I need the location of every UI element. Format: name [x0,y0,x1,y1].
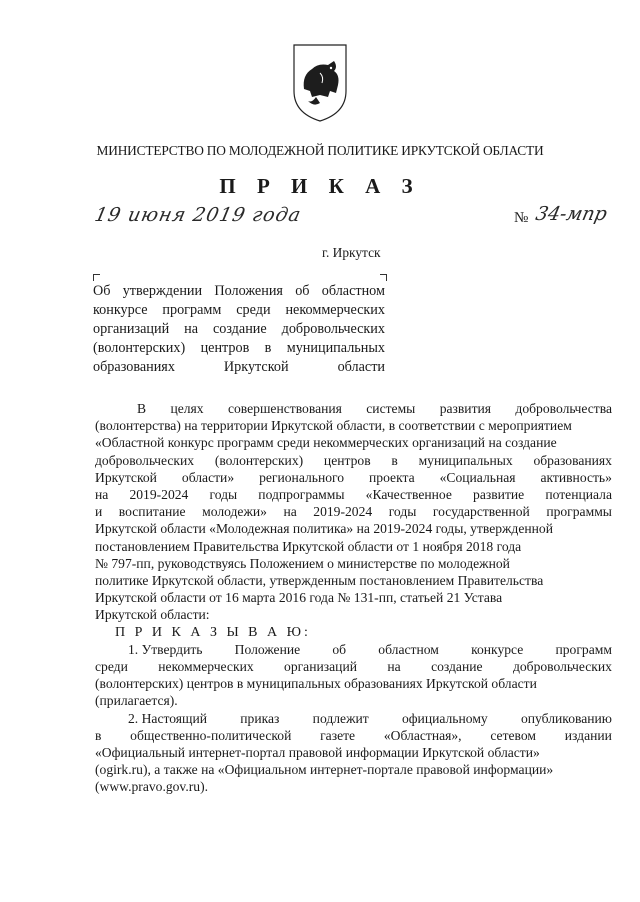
word: проекта [369,469,415,485]
word: образованиях [533,452,612,468]
word: «Социальная [439,469,516,485]
word: развития [439,401,492,416]
word: создание [431,659,483,675]
word: постановлением Правительства Иркутской области от 1 ноября 2018 года [95,538,522,554]
word: программы [546,504,612,520]
word: и [95,504,103,520]
word: «Областная», [383,727,462,743]
text-line [95,434,612,451]
word: областном [378,641,439,657]
word: системы [366,401,416,416]
word: издании [564,727,612,743]
word: организаций [93,321,170,337]
word: Иркутской области от 16 марта 2016 года № 131-пп, статьей 21 Устава [95,590,503,606]
word: центров [323,452,371,468]
word: В [137,401,147,416]
word: создание [212,321,267,337]
text-line [95,727,612,744]
text-line [95,572,612,589]
text-line [95,761,612,778]
word: 2019-2024 [313,504,373,520]
word: некоммерческих [285,302,385,318]
text-line [95,710,612,727]
subject-corner-mark [380,274,387,281]
word: (волонтерских) [93,340,186,356]
word: муниципальных [418,452,513,468]
word: программ [162,302,222,318]
city: г. Иркутск [322,245,381,260]
order-body [95,400,612,796]
text-line [95,417,612,434]
word: утверждении [122,283,203,299]
word: целях [170,401,204,416]
subject-corner-mark [93,274,100,281]
word: совершенствования [227,401,342,416]
subject-line [93,301,385,320]
number-sign: № [514,210,529,226]
word: «Качественное [365,487,452,503]
word: в [264,340,272,356]
text-line [95,778,612,795]
word: молодежи» [202,504,267,520]
word: «Официальный интернет-портал правовой информации Иркутской области» [95,745,540,761]
word: № 797-пп, руководствуясь Положением о министерстве по молодежной [95,555,510,571]
ministry-name: МИНИСТЕРСТВО ПО МОЛОДЕЖНОЙ ПОЛИТИКЕ ИРКУТСКОЙ ОБЛАСТИ [96,143,544,158]
word: образованиях [93,359,175,375]
text-line [95,641,612,658]
text-line [95,503,612,520]
word: газете [320,727,356,743]
order-item-1 [95,641,612,710]
order-word: П Р И К А З Ы В А Ю: [115,624,311,640]
word: опубликованию [520,710,612,726]
word: областном [321,283,385,299]
document-type: П Р И К А З [219,174,421,198]
word: (волонтерских) [214,452,304,468]
order-item-2 [95,710,612,796]
word: подпрограммы [258,487,345,503]
word: регионального [259,469,345,485]
word: области» [181,469,235,485]
word: подлежит [312,710,369,726]
text-line [95,469,612,486]
subject-line [93,320,385,339]
word: 2019-2024 [129,487,189,503]
word: среди [95,659,128,675]
word: Иркутской области «Молодежная политика» на 2019-2024 годы, утвержденной [95,521,553,537]
word: (www.pravo.gov.ru). [95,779,208,795]
word: (волонтерства) на территории Иркутской области, в соответствии с мероприятием [95,418,572,434]
word: об [332,641,347,657]
word: общественно-политической [130,727,292,743]
word: Иркутской [95,469,157,485]
word: в [95,727,102,743]
subject-line [93,282,385,301]
word: на [283,504,297,520]
word: программ [555,641,612,657]
word: добровольческих [512,659,612,675]
word: Положение [234,641,301,657]
word: (ogirk.ru), а также на «Официальном интернет-портале правовой информации» [95,762,554,778]
text-line [95,675,612,692]
text-line [95,452,612,469]
text-line [95,520,612,537]
word: 1. Утвердить [128,641,203,657]
handwritten-number: 34-мпр [533,203,610,225]
text-line [95,589,612,606]
word: приказ [240,710,280,726]
word: конкурсе [93,302,148,318]
word: Положения [214,283,283,299]
word: добровольчества [515,401,612,416]
word: об [295,283,310,299]
text-line [95,692,612,709]
text-line [95,486,612,503]
subject-line [93,358,385,377]
word: потенциала [545,487,612,503]
word: Иркутской [223,359,289,375]
word: Иркутской области: [95,607,210,623]
handwritten-date: 19 июня 2019 года [92,204,304,226]
word: на [95,487,109,503]
word: развитие [473,487,525,503]
order-subject [93,282,385,377]
word: годы [209,487,238,503]
word: (прилагается). [95,693,178,709]
word: на [387,659,401,675]
word: Об [93,283,111,299]
word: на [184,321,198,337]
word: организаций [284,659,357,675]
word: муниципальных [286,340,385,356]
word: политике Иркутской области, утвержденным постановлением Правительства [95,573,544,589]
word: центров [200,340,250,356]
word: государственной [432,504,530,520]
text-line [95,538,612,555]
subject-line [93,339,385,358]
word: годы [388,504,417,520]
word: конкурсе [471,641,524,657]
word: «Областной конкурс программ среди некоммерческих организаций на создание [95,435,557,451]
text-line [95,658,612,675]
text-line [95,744,612,761]
word: активность» [540,469,612,485]
preamble [95,400,612,624]
word: (волонтерских) центров в муниципальных образованиях Иркутской области [95,676,537,692]
text-line [95,606,612,623]
text-line [95,555,612,572]
word: 2. Настоящий [128,710,208,726]
irkutsk-coat-of-arms-icon [290,41,350,123]
word: в [391,452,398,468]
word: области [337,359,385,375]
word: среди [236,302,271,318]
word: некоммерческих [158,659,254,675]
word: воспитание [118,504,186,520]
word: добровольческих [281,321,385,337]
text-line [95,400,612,417]
word: официальному [401,710,488,726]
word: добровольческих [95,452,195,468]
word: сетевом [490,727,537,743]
